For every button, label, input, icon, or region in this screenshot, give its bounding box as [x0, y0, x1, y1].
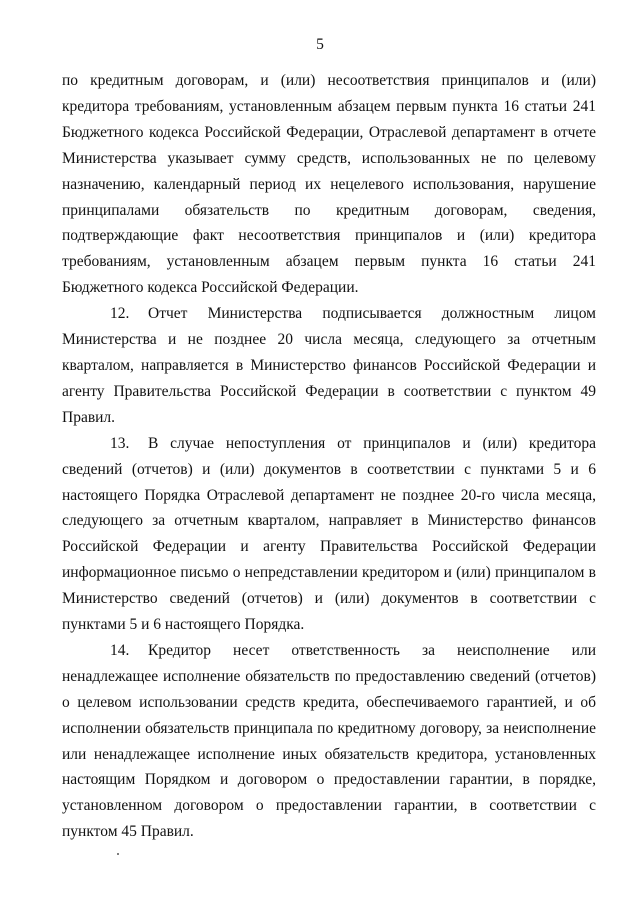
- document-body: [62, 68, 596, 845]
- paragraph-12: [62, 301, 596, 431]
- paragraph-13: [62, 431, 596, 638]
- scan-speck: [117, 853, 119, 855]
- paragraph-number: 13.: [110, 434, 130, 452]
- page-number: 5: [316, 36, 324, 53]
- paragraph-text: по кредитным договорам, и (или) несоответствия принципалов и (или) кредитора требованиям, установленным абзацем первым пункта 16 статьи 241 Бюджетного кодекса Российской Федерации, Отраслевой департамент в отчете Министерства указывает сумму средств, использованных не по целевому назначению, календарный период их нецелевого использования, нарушение принципалами обязательств по кредитным договорам, сведения, подтверждающие факт несоответствия принципалов и (или) кредитора требованиям, установленным абзацем первым пункта 16 статьи 241 Бюджетного кодекса Российской Федерации.: [62, 72, 596, 297]
- paragraph-text: В случае непоступления от принципалов и (или) кредитора сведений (отчетов) и (или) документов в соответствии с пунктами 5 и 6 настоящего Порядка Отраслевой департамент не позднее 20-го числа месяца, следующего за отчетным кварталом, направляет в Министерство финансов Российской Федерации и агенту Правительства Российской Федерации информационное письмо о непредставлении кредитором и (или) принципалом в Министерство сведений (отчетов) и (или) документов в соответствии с пунктами 5 и 6 настоящего Порядка.: [62, 434, 596, 634]
- paragraph-continuation: [62, 68, 596, 301]
- paragraph-14: [62, 638, 596, 845]
- paragraph-number: 14.: [110, 641, 130, 659]
- paragraph-number: 12.: [110, 305, 130, 323]
- paragraph-text: Кредитор несет ответственность за неисполнение или ненадлежащее исполнение обязательств по предоставлению сведений (отчетов) о целевом использовании средств кредита, обеспечиваемого гарантией, и об исполнении обязательств принципала по кредитному договору, за неисполнение или ненадлежащее исполнение иных обязательств кредитора, установленных настоящим Порядком и договором о предоставлении гарантии, в порядке, установленном договором о предоставлении гарантии, в соответствии с пунктом 45 Правил.: [62, 641, 596, 841]
- paragraph-text: Отчет Министерства подписывается должностным лицом Министерства и не позднее 20 числа месяца, следующего за отчетным кварталом, направляется в Министерство финансов Российской Федерации и агенту Правительства Российской Федерации в соответствии с пунктом 49 Правил.: [62, 305, 596, 426]
